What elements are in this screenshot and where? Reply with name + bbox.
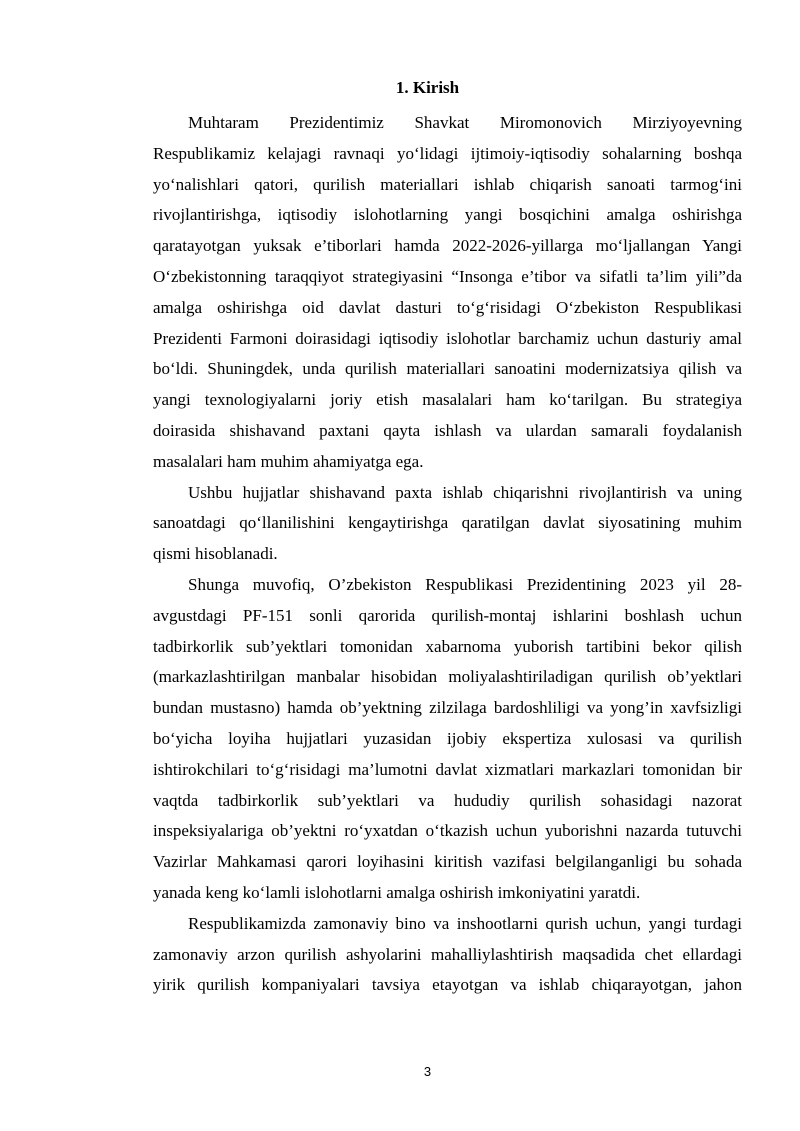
paragraph-2: [118, 478, 742, 570]
text-line: inspeksiyalariga ob’yektni ro‘yxatdan o‘tkazish uchun yuborishni nazarda tutuvchi: [153, 821, 742, 841]
text-line: Vazirlar Mahkamasi qarori loyihasini kiritish vazifasi belgilanganligi bu sohada: [153, 852, 742, 872]
text-line: Respublikamizda zamonaviy bino va inshootlarni qurish uchun, yangi turdagi: [188, 913, 742, 933]
text-line: qismi hisoblanadi.: [153, 544, 278, 564]
paragraph-4: [118, 909, 742, 1001]
text-line: Shunga muvofiq, O’zbekiston Respublikasi Prezidentining 2023 yil 28-: [188, 574, 742, 594]
text-line: masalalari ham muhim ahamiyatga ega.: [153, 451, 424, 471]
text-line: Muhtaram Prezidentimiz Shavkat Miromonovich Mirziyoyevning: [188, 113, 742, 132]
text-line: sanoatdagi qo‘llanilishini kengaytirishga qaratilgan davlat siyosatining muhim: [153, 513, 742, 533]
text-line: qaratayotgan yuksak e’tiborlari hamda 2022-2026-yillarga mo‘ljallangan Yangi: [153, 236, 742, 256]
text-line: zamonaviy arzon qurilish ashyolarini mahalliylashtirish maqsadida chet ellardagi: [153, 944, 742, 964]
document-body: [118, 108, 742, 1001]
section-title: 1. Kirish: [395, 78, 460, 97]
text-line: bo‘yicha loyiha hujjatlari yuzasidan ijobiy ekspertiza xulosasi va qurilish: [153, 728, 742, 748]
text-line: yangi texnologiyalarni joriy etish masalalari ham ko‘tarilgan. Bu strategiya: [153, 390, 742, 410]
text-line: (markazlashtirilgan manbalar hisobidan moliyalashtiriladigan qurilish ob’yektlari: [153, 667, 742, 687]
text-line: yanada keng ko‘lamli islohotlarni amalga oshirish imkoniyatini yaratdi.: [153, 882, 641, 902]
text-line: tadbirkorlik sub’yektlari tomonidan xabarnoma yuborish tartibini bekor qilish: [153, 636, 742, 656]
text-line: bundan mustasno) hamda ob’yektning zilzilaga bardoshliligi va yong’in xavfsizligi: [153, 698, 742, 718]
page-number: 3: [423, 1064, 432, 1079]
text-line: yo‘nalishlari qatori, qurilish materiallari ishlab chiqarish sanoati tarmog‘ini: [153, 174, 742, 194]
text-line: ishtirokchilari to‘g‘risidagi ma’lumotni davlat xizmatlari markazlari tomonidan bir: [153, 759, 742, 779]
text-line: amalga oshirishga oid davlat dasturi to‘g‘risidagi O‘zbekiston Respublikasi: [153, 297, 742, 317]
paragraph-1: [118, 108, 742, 478]
text-line: bo‘ldi. Shuningdek, unda qurilish materiallari sanoatini modernizatsiya qilish va: [153, 359, 742, 379]
text-line: rivojlantirishga, iqtisodiy islohotlarning yangi bosqichini amalga oshirishga: [153, 205, 742, 225]
text-line: vaqtda tadbirkorlik sub’yektlari va hududiy qurilish sohasidagi nazorat: [153, 790, 742, 810]
text-line: avgustdagi PF-151 sonli qarorida qurilish-montaj ishlarini boshlash uchun: [153, 605, 742, 625]
text-line: O‘zbekistonning taraqqiyot strategiyasini “Insonga e’tibor va sifatli ta’lim yili”da: [153, 266, 742, 286]
text-line: Prezidenti Farmoni doirasidagi iqtisodiy islohotlar barchamiz uchun dasturiy amal: [153, 328, 742, 348]
text-line: Ushbu hujjatlar shishavand paxta ishlab chiqarishni rivojlantirish va uning: [188, 482, 742, 502]
paragraph-3: [118, 570, 742, 909]
text-line: doirasida shishavand paxtani qayta ishlash va ulardan samarali foydalanish: [153, 420, 742, 440]
text-line: yirik qurilish kompaniyalari tavsiya etayotgan va ishlab chiqarayotgan, jahon: [153, 975, 742, 995]
text-line: Respublikamiz kelajagi ravnaqi yo‘lidagi ijtimoiy-iqtisodiy sohalarning boshqa: [153, 143, 742, 163]
